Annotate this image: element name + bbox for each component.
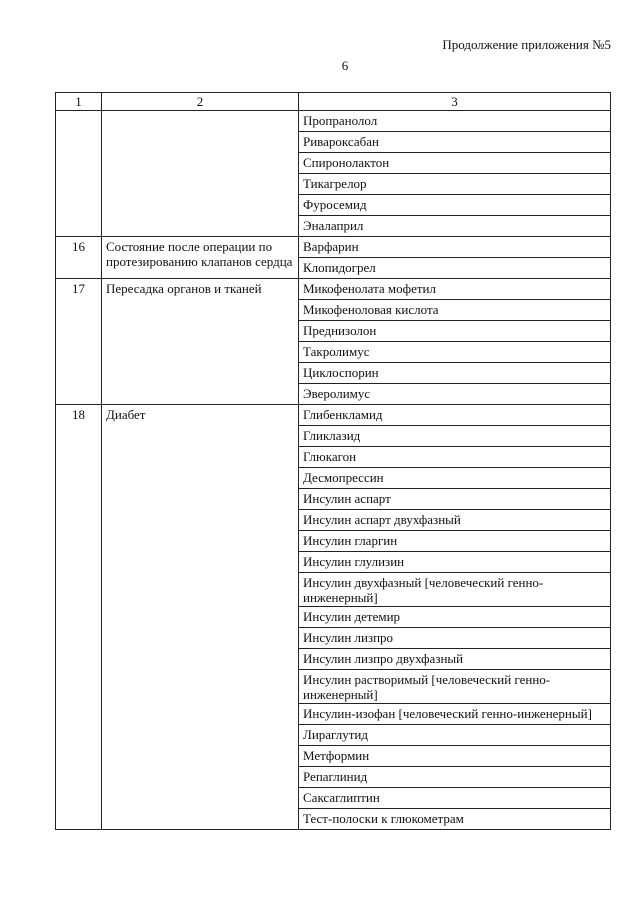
table-row (56, 111, 611, 132)
group-name (102, 111, 299, 237)
group-number (56, 111, 102, 237)
page-header: Продолжение приложения №5 (442, 37, 611, 52)
drug-name: Микофенолата мофетил (299, 279, 611, 300)
drug-name: Микофеноловая кислота (299, 300, 611, 321)
group-number: 17 (56, 279, 102, 405)
drug-name: Глюкагон (299, 447, 611, 468)
drug-name: Варфарин (299, 237, 611, 258)
group-name: Диабет (102, 405, 299, 830)
column-header: 1 (56, 93, 102, 111)
drug-name: Десмопрессин (299, 468, 611, 489)
table-header-row (56, 93, 611, 111)
drug-name: Репаглинид (299, 767, 611, 788)
group-name: Пересадка органов и тканей (102, 279, 299, 405)
drug-name: Эверолимус (299, 384, 611, 405)
column-header: 3 (299, 93, 611, 111)
column-header: 2 (102, 93, 299, 111)
drug-name: Преднизолон (299, 321, 611, 342)
drug-name: Клопидогрел (299, 258, 611, 279)
group-number: 16 (56, 237, 102, 279)
drug-table (55, 92, 611, 830)
drug-name: Инсулин двухфазный [человеческий генно-инженерный] (299, 573, 611, 607)
drug-name: Инсулин-изофан [человеческий генно-инженерный] (299, 704, 611, 725)
drug-name: Глибенкламид (299, 405, 611, 426)
table-row (56, 405, 611, 426)
drug-name: Инсулин глулизин (299, 552, 611, 573)
drug-name: Ривароксабан (299, 132, 611, 153)
drug-name: Саксаглиптин (299, 788, 611, 809)
drug-name: Инсулин детемир (299, 607, 611, 628)
drug-name: Эналаприл (299, 216, 611, 237)
drug-name: Гликлазид (299, 426, 611, 447)
drug-name: Циклоспорин (299, 363, 611, 384)
table-row (56, 279, 611, 300)
table-row (56, 237, 611, 258)
group-name: Состояние после операции по протезированию клапанов сердца (102, 237, 299, 279)
drug-name: Инсулин лизпро двухфазный (299, 649, 611, 670)
drug-name: Пропранолол (299, 111, 611, 132)
drug-name: Лираглутид (299, 725, 611, 746)
drug-name: Метформин (299, 746, 611, 767)
drug-name: Тикагрелор (299, 174, 611, 195)
drug-name: Фуросемид (299, 195, 611, 216)
drug-name: Инсулин гларгин (299, 531, 611, 552)
drug-name: Тест-полоски к глюкометрам (299, 809, 611, 830)
drug-name: Спиронолактон (299, 153, 611, 174)
drug-name: Инсулин аспарт двухфазный (299, 510, 611, 531)
group-number: 18 (56, 405, 102, 830)
drug-name: Инсулин растворимый [человеческий генно-инженерный] (299, 670, 611, 704)
drug-name: Инсулин аспарт (299, 489, 611, 510)
drug-name: Такролимус (299, 342, 611, 363)
drug-name: Инсулин лизпро (299, 628, 611, 649)
page-number: 6 (341, 58, 349, 73)
